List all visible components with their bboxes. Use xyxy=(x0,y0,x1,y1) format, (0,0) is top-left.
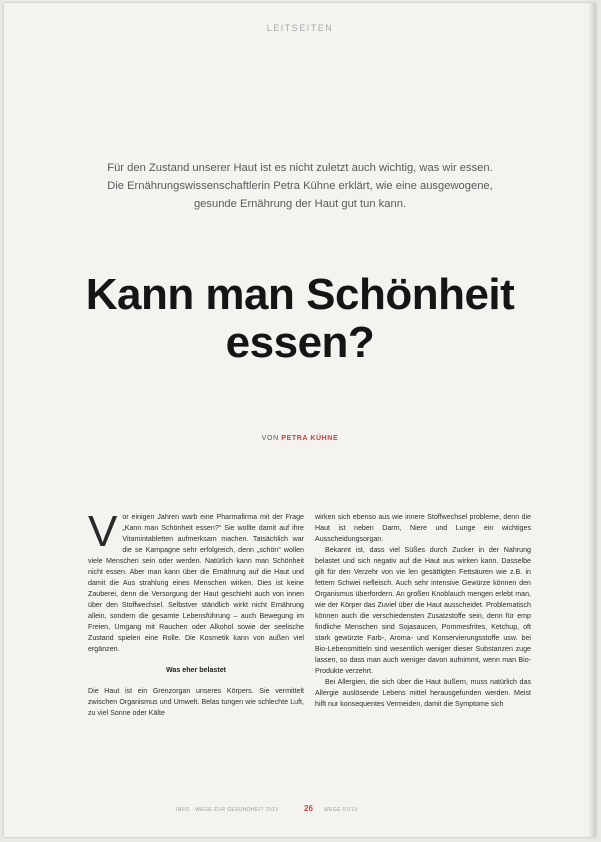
article-subheading: Was eher belastet xyxy=(165,666,227,674)
article-paragraph: Bekannt ist, dass viel Süßes durch Zucker in der Nahrung belastet und sich negativ auf die Haut aus wirken kann. Dasselbe gilt für den Verzehr von vie len gesättigten Fettsäuren wie z.B. in fettem Schwei nefleisch. Auch sehr intensive Gewürze können den Organismus überfordern. An großen Knoblauch mengen erlebt man, wie der Körper das Zuviel über die Haut ausscheidet. Problematisch können auch die verschiedensten Zusatzstoffe sein, denn für emp findliche Menschen sind Sojasaucen, Pommesfrites, Ketchup, oft stark gewürzte Farb-, Aroma- und Konservierungsstoffe usw. bei Bio-Lebensmitteln sind wesentlich weniger dieser Substanzen zuge lassen, so dass man auch weniger davon aufnimmt, wenn man Bio-Produkte verzehrt. xyxy=(315,546,531,675)
article-paragraph: wirken sich ebenso aus wie innere Stoffwechsel probleme, denn die Haut ist neben Darm, Niere und Lunge ein wichtiges Ausscheidungsorgan. xyxy=(315,513,531,543)
article-paragraph: Bei Allergien, die sich über die Haut äußern, muss natürlich das Allergie auslösende Lebens mittel herausgefunden werden. Meist hilft nur konsequentes Vermeiden, damit die Symptome sich xyxy=(315,678,531,708)
article-title xyxy=(4,271,596,367)
byline xyxy=(4,435,596,442)
intro-text: Für den Zustand unserer Haut ist es nicht zuletzt auch wichtig, was wir essen. Die Ernährungswissenschaftlerin Petra Kühne erklärt, wie eine ausgewogene, gesunde Ernährung der Haut gut tun kann. xyxy=(107,162,493,210)
page-binding-shadow xyxy=(588,3,596,837)
title-line-1: Kann man Schönheit xyxy=(85,270,515,319)
footer-right-text: WEGE 01/13 xyxy=(324,807,358,813)
page-number: 26 xyxy=(304,804,313,813)
magazine-page xyxy=(4,3,596,837)
article-column-left xyxy=(88,507,304,719)
title-line-2: essen? xyxy=(225,318,375,367)
section-header: LEITSEITEN xyxy=(266,23,334,33)
drop-cap: V xyxy=(88,507,118,556)
paragraph-text: or einigen Jahren warb eine Pharmafirma mit der Frage „Kann man Schönheit essen?“ Sie wollte damit auf ihre Vitamintabletten aufmerksam machen. Tatsächlich war die se Kampagne sehr erfolgreich, denn „schön“ wollen viele Menschen sein oder werden. Natürlich kann man Schönheit nicht essen. Aber man kann über die Ernährung auf die Haut und damit die Aus strahlung eines Menschen wirken. Dies ist keine Zauberei, denn die Versorgung der Haut geschieht auch von innen über den Stoffwechsel. Selbstver ständlich wirkt nicht Ernährung allein, sondern die gesamte Lebensführung – auch Bewegung im Freien, Umgang mit Rauchen oder Alkohol sowie der seelische Zustand spielen eine Rolle. Die Kosmetik kann von außen viel ergänzen. xyxy=(88,513,304,653)
article-paragraph xyxy=(88,507,304,655)
footer-left-text: INFO · WEGE ZUR GESUNDHEIT 2013 xyxy=(176,807,279,813)
byline-author: PETRA KÜHNE xyxy=(281,435,339,442)
article-paragraph: Die Haut ist ein Grenzorgan unseres Körpers. Sie vermittelt zwischen Organismus und Umwelt. Belas tungen wie schlechte Luft, zu viel Sonne oder Kälte xyxy=(88,687,304,717)
article-column-right xyxy=(315,512,531,710)
page-footer xyxy=(4,804,596,816)
byline-prefix: VON xyxy=(261,435,279,442)
